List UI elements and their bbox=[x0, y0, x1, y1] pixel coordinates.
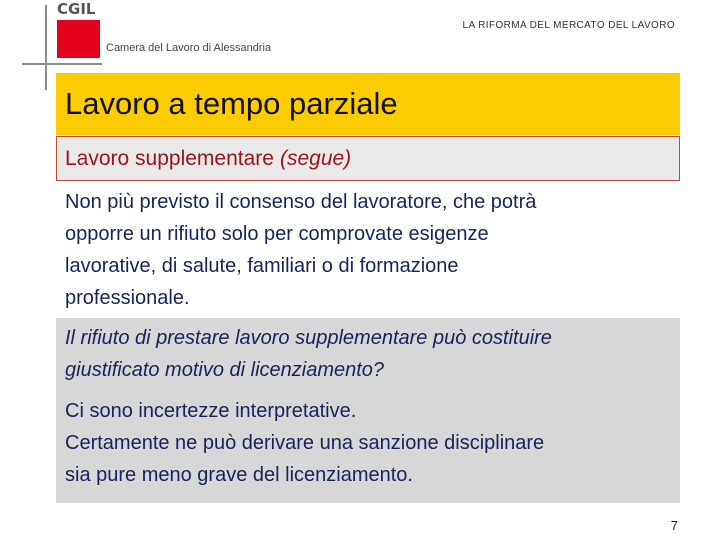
paragraph-question bbox=[65, 322, 677, 386]
title-bar bbox=[56, 73, 680, 135]
subtitle-bar bbox=[56, 136, 680, 181]
horizontal-rule bbox=[22, 63, 102, 65]
header-caption: LA RIFORMA DEL MERCATO DEL LAVORO bbox=[462, 20, 675, 31]
subtitle-main: Lavoro supplementare bbox=[65, 146, 274, 170]
slide-title: Lavoro a tempo parziale bbox=[65, 86, 398, 121]
paragraph-answer bbox=[65, 395, 677, 491]
paragraph-line: Ci sono incertezze interpretative. bbox=[65, 400, 357, 422]
subtitle-italic: (segue) bbox=[279, 146, 352, 170]
paragraph-line: opporre un rifiuto solo per comprovate esigenze bbox=[65, 223, 489, 245]
paragraph-line: Non più previsto il consenso del lavoratore, che potrà bbox=[65, 191, 537, 213]
paragraph-line: professionale. bbox=[65, 287, 190, 309]
paragraph-consent bbox=[65, 186, 675, 314]
page-number: 7 bbox=[670, 518, 678, 533]
organization-name: Camera del Lavoro di Alessandria bbox=[106, 42, 272, 54]
vertical-rule bbox=[45, 5, 47, 90]
cgil-logo-block bbox=[57, 20, 100, 58]
paragraph-line: lavorative, di salute, familiari o di formazione bbox=[65, 255, 459, 277]
paragraph-line: Certamente ne può derivare una sanzione disciplinare bbox=[65, 432, 545, 454]
paragraph-line: giustificato motivo di licenziamento? bbox=[65, 359, 385, 381]
cgil-logo-text: CGIL bbox=[57, 0, 96, 18]
paragraph-line: Il rifiuto di prestare lavoro supplementare può costituire bbox=[65, 327, 552, 349]
paragraph-line: sia pure meno grave del licenziamento. bbox=[65, 464, 413, 486]
